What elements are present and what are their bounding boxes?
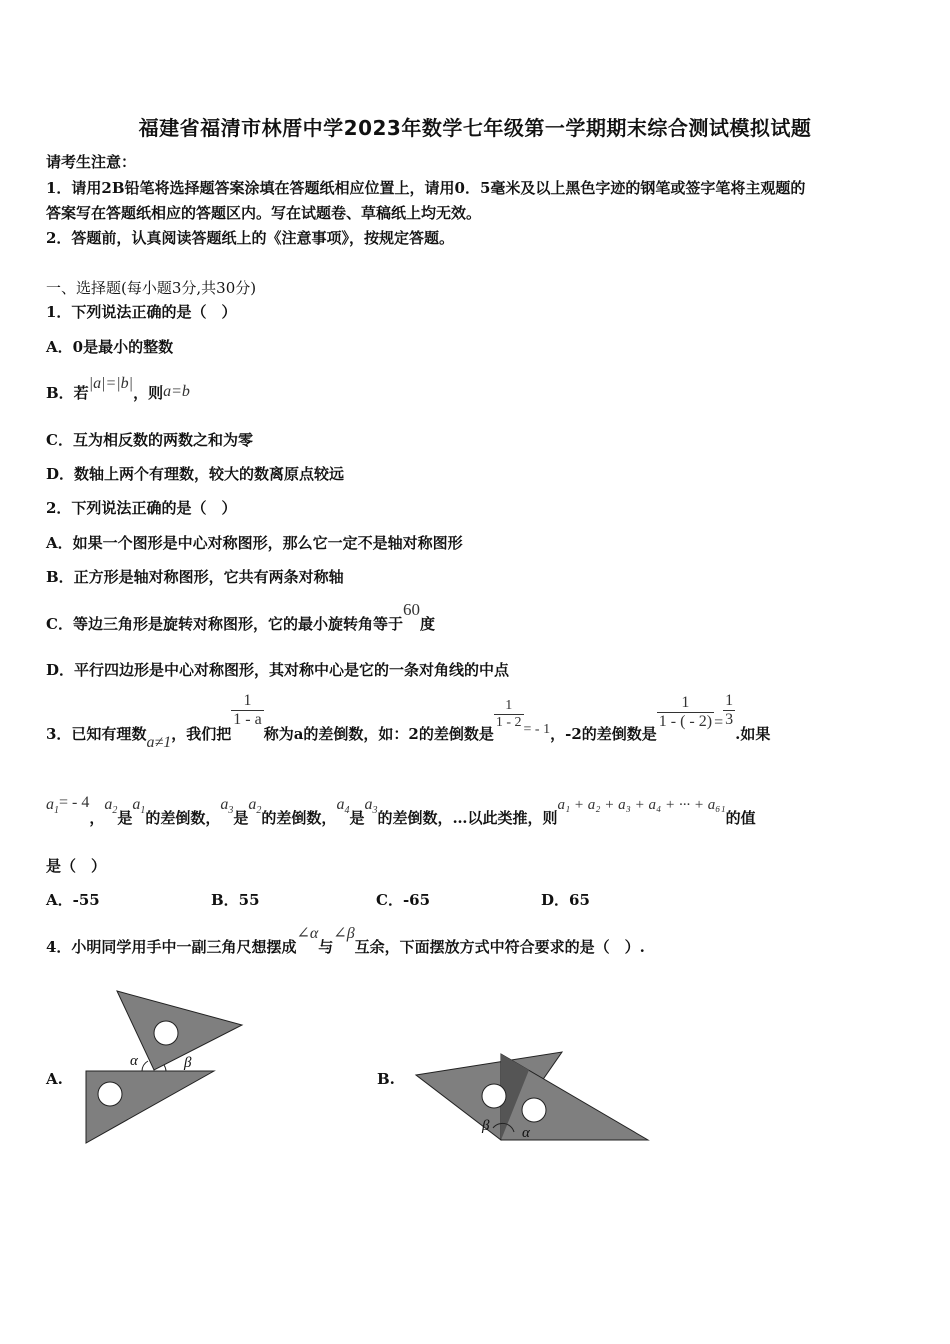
q3-a2-ref: $a_2$ bbox=[248, 796, 262, 817]
q3-intro: 3．已知有理数 bbox=[46, 724, 147, 743]
q3-line-2 bbox=[46, 794, 756, 827]
figure-b-alpha-label: α bbox=[522, 1125, 530, 1141]
notice-line-1a: 1．请用2B铅笔将选择题答案涂填在答题纸相应位置上，请用0．5毫米及以上黑色字迹的钢笔或签字笔将主观题的 bbox=[46, 179, 806, 197]
figure-a-beta-label: β bbox=[184, 1055, 192, 1071]
q4-figure-b bbox=[410, 1048, 655, 1148]
q3-is-1: 是 bbox=[117, 809, 133, 827]
q1-stem: 1．下列说法正确的是（ ） bbox=[46, 303, 237, 321]
q3-a1-ref: $a_1$ bbox=[132, 796, 146, 817]
q3-is-3: 是 bbox=[349, 809, 365, 827]
q3-a4: $a_4$ bbox=[336, 796, 350, 817]
q2-stem: 2．下列说法正确的是（ ） bbox=[46, 499, 237, 517]
q3-option-b: B．55 bbox=[211, 891, 260, 909]
section-heading: 一、选择题(每小题3分,共30分) bbox=[46, 279, 257, 297]
notice-heading: 请考生注意： bbox=[46, 153, 137, 171]
q4-stem bbox=[46, 922, 645, 956]
q3-a3: $a_3$ bbox=[220, 796, 234, 817]
q3-of-1: 的差倒数， bbox=[145, 809, 221, 827]
q3-line-1 bbox=[46, 692, 771, 751]
q3-option-c: C．-65 bbox=[376, 891, 431, 909]
notice-line-2: 2．答题前，认真阅读答题纸上的《注意事项》，按规定答题。 bbox=[46, 229, 454, 247]
q3-sum: a₁ + a₂ + a₃ + a₄ + ··· + a₆₁ bbox=[557, 797, 726, 813]
q3-fraction-1: $\frac{1}{1 - a}$ bbox=[233, 692, 262, 728]
figure-a-beta-arc bbox=[164, 1065, 166, 1071]
q3-option-d: D．65 bbox=[541, 891, 590, 909]
q4-option-a-label: A. bbox=[46, 1070, 63, 1088]
q2-c-angle: 60 bbox=[402, 600, 420, 619]
q3-fraction-2-result: = - 1 bbox=[523, 721, 551, 737]
q4-intro: 4．小明同学用手中一副三角尺想摆成 bbox=[46, 938, 297, 956]
figure-b-left-hole bbox=[482, 1084, 506, 1108]
q3-of-2: 的差倒数， bbox=[261, 809, 337, 827]
q2-option-a: A．如果一个图形是中心对称图形，那么它一定不是轴对称图形 bbox=[46, 534, 463, 552]
q4-option-b-label: B. bbox=[377, 1070, 395, 1088]
q3-explain: 称为a的差倒数，如：2的差倒数是 bbox=[263, 724, 494, 743]
q3-a1-value: = - 4 bbox=[59, 794, 90, 811]
q3-fraction-4: $\frac{1}{3}$ bbox=[725, 692, 734, 728]
figure-b-beta-label: β bbox=[482, 1118, 490, 1134]
q3-a2: $a_2$ bbox=[104, 796, 118, 817]
q1-option-d: D．数轴上两个有理数，较大的数离原点较远 bbox=[46, 465, 345, 483]
q1-b-mid: ，则 bbox=[133, 384, 164, 402]
q3-option-a: A．-55 bbox=[46, 891, 100, 909]
q2-c-suffix: 度 bbox=[419, 615, 435, 633]
q3-equals: = bbox=[714, 713, 724, 731]
page-title: 福建省福清市林厝中学2023年数学七年级第一学期期末综合测试模拟试题 bbox=[138, 116, 812, 140]
q3-is-2: 是 bbox=[233, 809, 249, 827]
q3-a1: $a_1$ bbox=[46, 796, 59, 817]
q3-tail-1: 的值 bbox=[725, 809, 756, 827]
figure-b-right-hole bbox=[522, 1098, 546, 1122]
q3-fraction-3: $\frac{1}{1 - ( - 2)}$ bbox=[658, 694, 713, 730]
figure-a-alpha-label: α bbox=[130, 1053, 138, 1069]
q4-figure-a bbox=[80, 985, 250, 1150]
q1-b-result: a=b bbox=[163, 383, 190, 400]
q3-fraction-2: $\frac{1}{1 - 2}$ bbox=[495, 698, 522, 730]
figure-a-bottom-hole bbox=[98, 1082, 122, 1106]
q2-c-prefix: C．等边三角形是旋转对称图形，它的最小旋转角等于 bbox=[46, 615, 403, 633]
q3-a3-ref: $a_3$ bbox=[364, 796, 378, 817]
figure-a-top-hole bbox=[154, 1021, 178, 1045]
figure-a-bottom-triangle bbox=[86, 1071, 214, 1143]
q3-next: ，-2的差倒数是 bbox=[550, 724, 657, 743]
q4-alpha: ∠α bbox=[296, 925, 319, 942]
q1-option-b bbox=[46, 374, 190, 402]
q4-tail: 互余，下面摆放方式中符合要求的是（ ）. bbox=[354, 938, 645, 956]
q1-b-condition: |a|=|b| bbox=[88, 375, 134, 392]
q3-of-3: 的差倒数，…以此类推，则 bbox=[377, 809, 558, 827]
q2-option-c bbox=[46, 600, 435, 633]
figure-a-alpha-arc bbox=[142, 1061, 148, 1071]
q1-b-prefix: B．若 bbox=[46, 384, 89, 402]
q3-if: .如果 bbox=[735, 724, 771, 743]
q3-comma: ， bbox=[89, 809, 105, 827]
q1-option-c: C．互为相反数的两数之和为零 bbox=[46, 431, 253, 449]
q4-and: 与 bbox=[318, 938, 334, 956]
q3-condition: a≠1 bbox=[146, 733, 172, 751]
q3-tail-2: 是（ ） bbox=[46, 857, 107, 875]
q2-option-d: D．平行四边形是中心对称图形，其对称中心是它的一条对角线的中点 bbox=[46, 661, 510, 679]
q4-beta: ∠β bbox=[333, 925, 355, 942]
q1-option-a: A．0是最小的整数 bbox=[46, 338, 174, 356]
q2-option-b: B．正方形是轴对称图形，它共有两条对称轴 bbox=[46, 568, 344, 586]
q3-define: ，我们把 bbox=[171, 724, 232, 743]
notice-line-1b: 答案写在答题纸相应的答题区内。写在试题卷、草稿纸上均无效。 bbox=[46, 204, 482, 222]
